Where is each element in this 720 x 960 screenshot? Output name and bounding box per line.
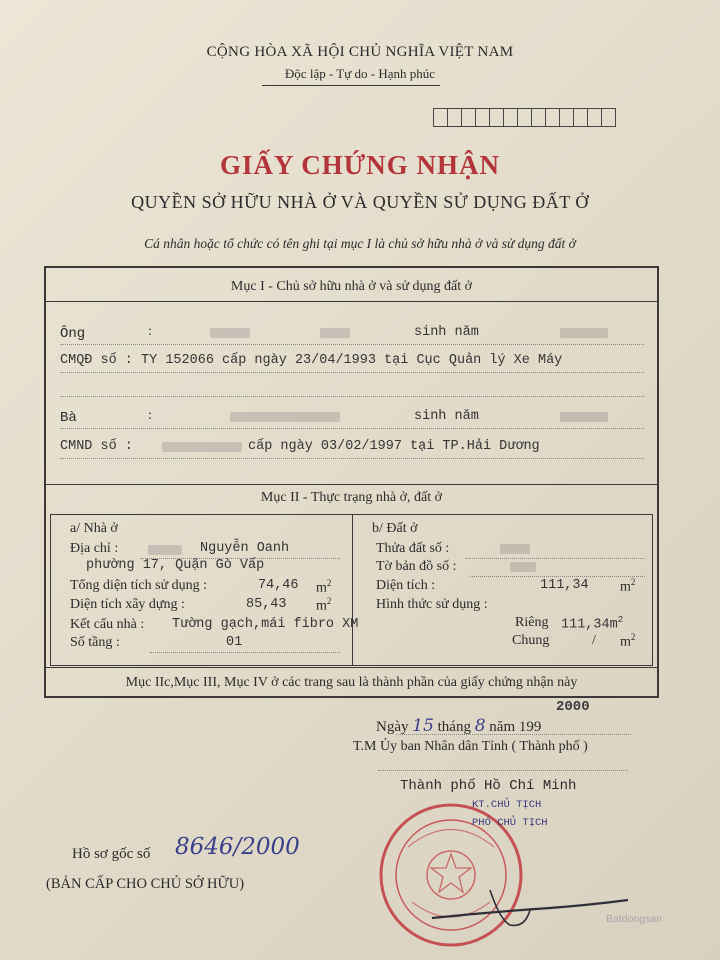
land-area-value: 111,34 — [540, 578, 589, 593]
address-line2: phường 17, Quận Gò Vấp — [86, 558, 265, 573]
unit-m: m — [620, 579, 631, 595]
unit-sup: 2 — [630, 577, 636, 587]
map-sheet-label: Tờ bản đồ số : — [376, 559, 457, 574]
dotted-line — [150, 652, 340, 653]
owner1-birth-label: sinh năm — [414, 325, 479, 340]
total-area-value: 74,46 — [258, 578, 299, 593]
code-box — [545, 108, 560, 127]
day-value: 15 — [412, 716, 434, 736]
owner1-prefix: Ông — [60, 326, 86, 342]
redacted-house-number — [148, 545, 182, 555]
land-area-label: Diện tích : — [376, 578, 436, 593]
owner2-prefix: Bà — [60, 410, 77, 426]
redacted-name — [230, 412, 340, 422]
dotted-line — [378, 770, 628, 771]
day-label: Ngày — [376, 719, 409, 735]
land-heading: b/ Đất ở — [372, 521, 418, 536]
code-box — [447, 108, 462, 127]
stamp-line2: PHÓ CHỦ TỊCH — [472, 817, 548, 829]
code-box — [475, 108, 490, 127]
month-value: 8 — [474, 716, 486, 736]
motto-underline — [262, 85, 440, 86]
unit-m: m — [316, 580, 327, 596]
redacted-birth-year — [560, 412, 608, 422]
shared-value: / — [592, 633, 596, 648]
construction-area-value: 85,43 — [246, 597, 287, 612]
copy-note: (BẢN CẤP CHO CHỦ SỞ HỮU) — [46, 876, 245, 892]
code-box — [531, 108, 546, 127]
dotted-line — [60, 372, 644, 373]
owner2-id-rest: cấp ngày 03/02/1997 tại TP.Hải Dương — [248, 439, 540, 454]
unit-sup: 2 — [630, 632, 636, 642]
dotted-line — [396, 734, 631, 735]
country-name: CỘNG HÒA XÃ HỘI CHỦ NGHĨA VIỆT NAM — [206, 44, 514, 60]
dotted-line — [60, 396, 644, 397]
file-ref-number: 8646/2000 — [175, 834, 300, 860]
total-area-label: Tổng diện tích sử dụng : — [70, 578, 208, 593]
instruction-text: Cá nhân hoặc tổ chức có tên ghi tại mục I là chủ sở hữu nhà ở và sử dụng đất ở — [144, 236, 576, 251]
owner1-id-line: CMQĐ số : TY 152066 cấp ngày 23/04/1993 tại Cục Quản lý Xe Máy — [60, 353, 563, 368]
address-label: Địa chỉ : — [70, 541, 119, 556]
plot-label: Thửa đất số : — [376, 541, 450, 556]
shared-label: Chung — [512, 633, 550, 648]
section1-title: Mục I - Chủ sở hữu nhà ở và sử dụng đất ở — [230, 279, 473, 294]
code-box — [601, 108, 616, 127]
structure-value: Tường gạch,mái fibro XM — [172, 617, 359, 632]
redacted-name — [210, 328, 250, 338]
address-value: Nguyễn Oanh — [200, 541, 290, 556]
floors-label: Số tầng : — [70, 635, 120, 650]
year-label: năm 199 — [489, 719, 542, 735]
issue-date — [376, 716, 541, 736]
dotted-line — [60, 428, 644, 429]
dotted-line — [60, 344, 644, 345]
private-number: 111,34m — [561, 617, 618, 633]
code-box — [461, 108, 476, 127]
code-box — [573, 108, 588, 127]
owner2-colon: : — [148, 408, 152, 423]
redacted-plot-number — [500, 544, 530, 554]
owner2-id-label: CMND số : — [60, 439, 133, 454]
year-handwritten: 2000 — [556, 699, 590, 715]
watermark: Batdongsan — [606, 913, 663, 925]
unit-m: m — [620, 634, 631, 650]
redacted-birth-year — [560, 328, 608, 338]
dotted-line — [465, 558, 645, 559]
owner1-colon: : — [148, 324, 152, 339]
usage-label: Hình thức sử dụng : — [376, 597, 488, 612]
stamp-line1: KT.CHỦ TỊCH — [472, 799, 542, 811]
serial-code-boxes — [433, 108, 615, 127]
dotted-line — [60, 458, 644, 459]
month-label: tháng — [437, 719, 471, 735]
redacted-id-number — [162, 442, 242, 452]
code-box — [517, 108, 532, 127]
stamp-text — [472, 796, 548, 832]
section2-title: Mục II - Thực trạng nhà ở, đất ở — [260, 490, 443, 505]
house-heading: a/ Nhà ở — [70, 521, 118, 536]
private-label: Riêng — [515, 615, 549, 630]
file-ref-label: Hồ sơ gốc số — [72, 846, 151, 862]
shared-unit — [620, 632, 635, 651]
footer-divider — [46, 667, 657, 668]
unit-sup: 2 — [326, 578, 332, 588]
unit-sup: 2 — [326, 596, 332, 606]
unit-m: m — [316, 598, 327, 614]
total-area-unit — [316, 578, 331, 597]
redacted-name — [320, 328, 350, 338]
owner2-birth-label: sinh năm — [414, 409, 479, 424]
handwritten-signature — [430, 870, 630, 930]
floors-value: 01 — [226, 635, 243, 650]
land-area-unit — [620, 577, 635, 596]
code-box — [503, 108, 518, 127]
property-column-divider — [352, 514, 353, 666]
code-box — [559, 108, 574, 127]
code-box — [433, 108, 448, 127]
document-title: GIẤY CHỨNG NHẬN — [220, 150, 500, 180]
city-name: Thành phố Hồ Chí Minh — [400, 778, 577, 794]
committee-name: T.M Ủy ban Nhân dân Tỉnh ( Thành phố ) — [353, 739, 588, 754]
redacted-map-sheet — [510, 562, 536, 572]
private-value — [561, 615, 623, 633]
footer-note: Mục IIc,Mục III, Mục IV ở các trang sau là thành phần của giấy chứng nhận này — [125, 675, 578, 690]
section2-divider — [46, 484, 657, 485]
construction-area-label: Diện tích xây dựng : — [70, 597, 185, 612]
dotted-line — [470, 576, 645, 577]
structure-label: Kết cấu nhà : — [70, 617, 145, 632]
national-motto: Độc lập - Tự do - Hạnh phúc — [284, 66, 436, 81]
unit-sup: 2 — [617, 615, 624, 625]
section1-divider — [46, 301, 657, 302]
code-box — [489, 108, 504, 127]
construction-area-unit — [316, 596, 331, 615]
code-box — [587, 108, 602, 127]
document-subtitle: QUYỀN SỞ HỮU NHÀ Ở VÀ QUYỀN SỬ DỤNG ĐẤT Ở — [131, 192, 589, 212]
